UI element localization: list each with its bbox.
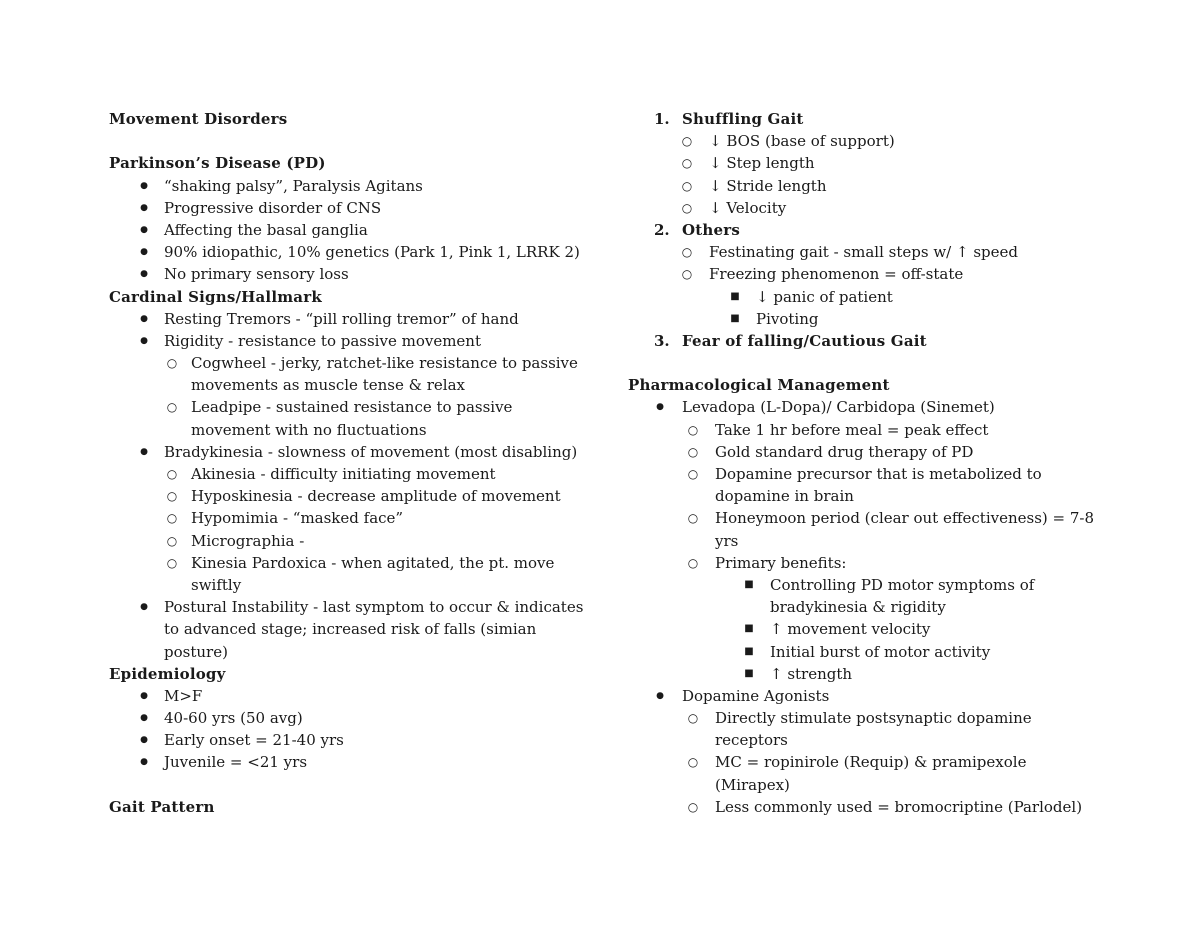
list-item-continuation: swiftly <box>191 575 242 594</box>
pharm-heading: Pharmacological Management <box>628 376 890 395</box>
list-item-continuation: (Mirapex) <box>715 775 790 794</box>
list-item-continuation: movements as muscle tense & relax <box>191 376 465 395</box>
pd-heading: Parkinson’s Disease (PD) <box>109 154 326 173</box>
list-item: ■ ↑ movement velocity <box>744 620 931 639</box>
document-title: Movement Disorders <box>109 110 288 128</box>
list-item: ○ Hyposkinesia - decrease amplitude of movement <box>166 487 561 506</box>
right-column <box>628 108 1098 818</box>
list-item-continuation: posture) <box>164 642 228 661</box>
list-item: ○ Freezing phenomenon = off-state <box>681 265 964 284</box>
list-item: ■ ↓ panic of patient <box>730 287 893 306</box>
gait-heading: Gait Pattern <box>109 797 215 816</box>
list-item: ○ ↓ Stride length <box>681 176 827 195</box>
list-item: ● No primary sensory loss <box>140 265 349 284</box>
list-item: ○ Kinesia Pardoxica - when agitated, the pt. move <box>166 553 555 572</box>
list-item: ● Affecting the basal ganglia <box>140 220 368 239</box>
numbered-heading: 3. Fear of falling/Cautious Gait <box>654 331 927 350</box>
list-item: ○ Honeymoon period (clear out effectiveness) = 7-8 <box>687 509 1095 528</box>
list-item: ○ Gold standard drug therapy of PD <box>687 442 974 461</box>
list-item: ● Early onset = 21-40 yrs <box>140 731 344 750</box>
list-item: ● Levadopa (L-Dopa)/ Carbidopa (Sinemet) <box>656 398 995 417</box>
list-item: ○ Micrographia - <box>166 531 305 550</box>
numbered-heading: 1. Shuffling Gait <box>654 110 804 128</box>
list-item: ● Dopamine Agonists <box>656 686 830 705</box>
list-item-continuation: receptors <box>715 731 788 750</box>
list-item: ■ Initial burst of motor activity <box>744 642 991 661</box>
list-item-continuation: bradykinesia & rigidity <box>770 598 946 617</box>
list-item: ● Resting Tremors - “pill rolling tremor” of hand <box>140 309 519 328</box>
list-item: ■ Controlling PD motor symptoms of <box>744 575 1035 594</box>
list-item: ● Bradykinesia - slowness of movement (most disabling) <box>140 442 578 461</box>
list-item: ● Juvenile = <21 yrs <box>140 753 308 772</box>
list-item: ■ Pivoting <box>730 309 819 328</box>
list-item: ● 90% idiopathic, 10% genetics (Park 1, Pink 1, LRRK 2) <box>140 243 580 262</box>
list-item: ○ Hypomimia - “masked face” <box>166 509 404 528</box>
list-item: ○ ↓ BOS (base of support) <box>681 132 895 151</box>
list-item: ○ Cogwheel - jerky, ratchet-like resistance to passive <box>166 354 578 373</box>
left-column <box>109 108 589 818</box>
numbered-heading: 2. Others <box>654 220 740 239</box>
list-item: ○ Directly stimulate postsynaptic dopamine <box>687 709 1032 728</box>
list-item: ○ ↓ Step length <box>681 154 815 173</box>
list-item-continuation: dopamine in brain <box>715 487 854 506</box>
list-item: ● Rigidity - resistance to passive movement <box>140 331 481 350</box>
list-item: ○ ↓ Velocity <box>681 198 787 217</box>
cardinal-heading: Cardinal Signs/Hallmark <box>109 287 322 306</box>
list-item-continuation: yrs <box>715 531 739 550</box>
list-item: ○ Festinating gait - small steps w/ ↑ speed <box>681 243 1018 262</box>
list-item: ● M>F <box>140 686 203 705</box>
list-item: ● Postural Instability - last symptom to occur & indicates <box>140 598 584 617</box>
list-item: ○ Less commonly used = bromocriptine (Parlodel) <box>687 797 1083 816</box>
list-item: ● 40-60 yrs (50 avg) <box>140 709 303 728</box>
list-item: ○ Leadpipe - sustained resistance to passive <box>166 398 513 417</box>
list-item: ● Progressive disorder of CNS <box>140 198 382 217</box>
list-item-continuation: movement with no fluctuations <box>191 420 427 439</box>
epidemiology-heading: Epidemiology <box>109 664 226 683</box>
list-item: ○ Dopamine precursor that is metabolized to <box>687 465 1042 483</box>
list-item-continuation: to advanced stage; increased risk of falls (simian <box>164 620 537 639</box>
list-item: ○ Akinesia - difficulty initiating movement <box>166 465 496 483</box>
list-item: ○ Take 1 hr before meal = peak effect <box>687 420 989 439</box>
list-item: ○ MC = ropinirole (Requip) & pramipexole <box>687 753 1027 772</box>
list-item: ● “shaking palsy”, Paralysis Agitans <box>140 176 423 195</box>
list-item: ■ ↑ strength <box>744 664 853 683</box>
list-item: ○ Primary benefits: <box>687 553 847 572</box>
